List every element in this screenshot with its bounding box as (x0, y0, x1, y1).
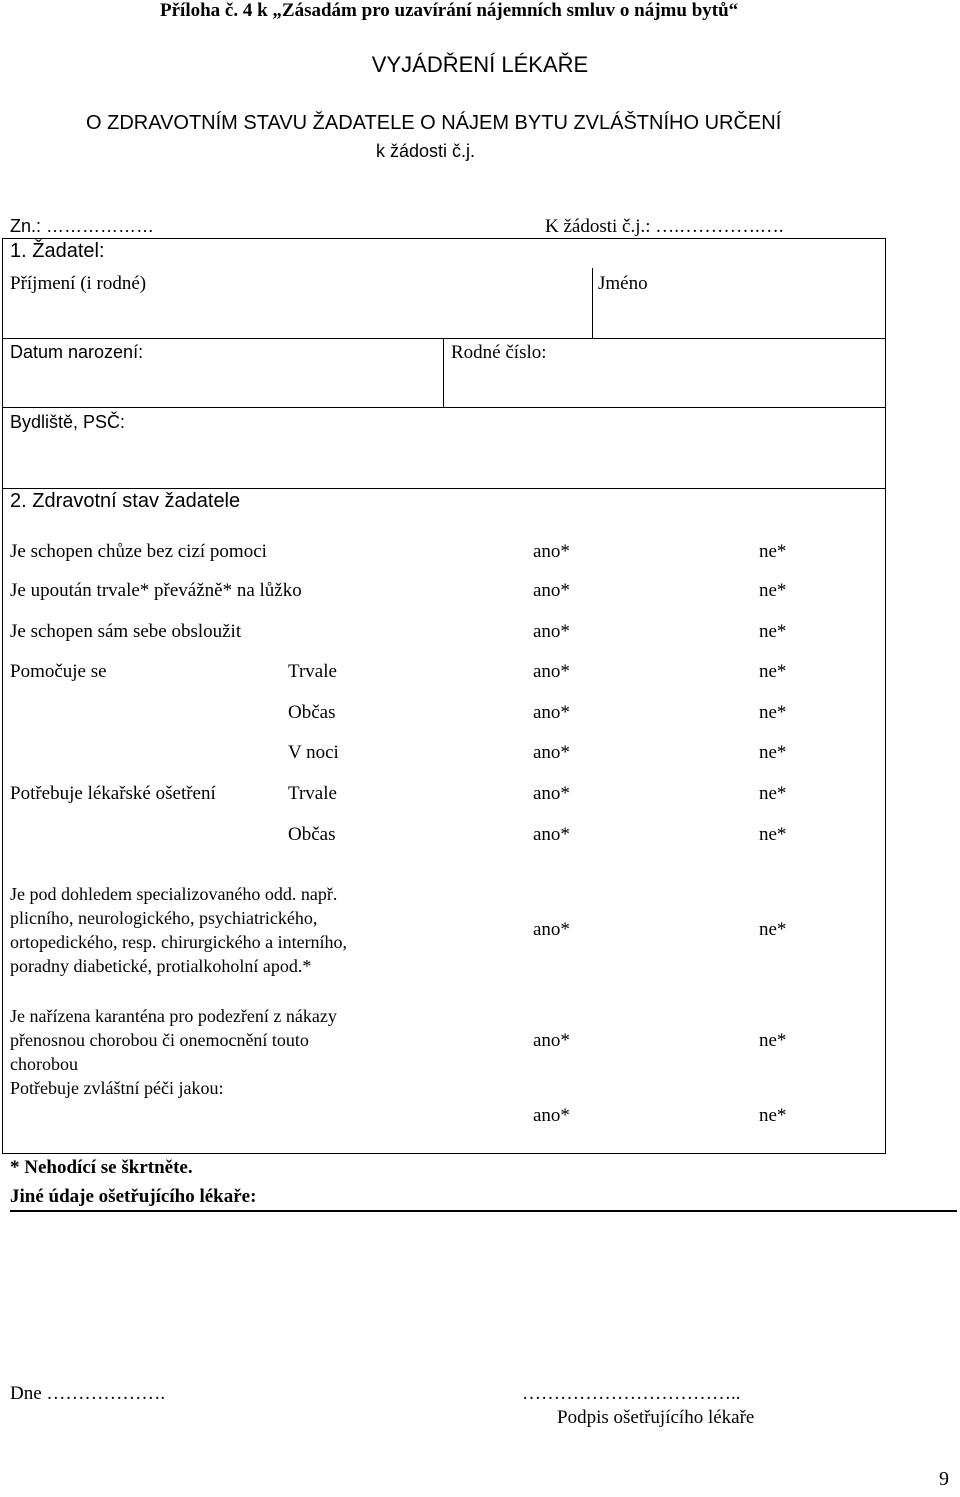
yes-option: ano* (533, 1030, 570, 1051)
yes-option: ano* (533, 621, 570, 642)
row-label: Je upoután trvale* převážně* na lůžko (10, 580, 302, 601)
row-sublabel: Občas (288, 702, 336, 723)
address-label: Bydliště, PSČ: (10, 412, 126, 432)
row-label: Pomočuje se (10, 661, 107, 682)
no-option: ne* (759, 621, 787, 642)
specialist-line: poradny diabetické, protialkoholní apod.* (10, 956, 312, 976)
no-option: ne* (759, 824, 787, 845)
page-subtitle: O ZDRAVOTNÍM STAVU ŽADATELE O NÁJEM BYTU ZVLÁŠTNÍHO URČENÍ (86, 112, 782, 134)
other-info-label: Jiné údaje ošetřujícího lékaře: (10, 1186, 257, 1207)
strike-note: * Nehodící se škrtněte. (10, 1157, 193, 1178)
request-reference-line: k žádosti č.j. (376, 141, 476, 161)
specialist-line: Je pod dohledem specializovaného odd. např. (10, 884, 338, 904)
no-option: ne* (759, 661, 787, 682)
yes-option: ano* (533, 702, 570, 723)
specialist-line: ortopedického, resp. chirurgického a interního, (10, 932, 348, 952)
yes-option: ano* (533, 919, 570, 940)
yes-option: ano* (533, 742, 570, 763)
row-label: Je schopen chůze bez cizí pomoci (10, 541, 267, 562)
signature-label: Podpis ošetřujícího lékaře (557, 1407, 755, 1428)
yes-option: ano* (533, 783, 570, 804)
yes-option: ano* (533, 1105, 570, 1126)
signature-line: …………………………….. (522, 1383, 741, 1404)
yes-option: ano* (533, 541, 570, 562)
no-option: ne* (759, 702, 787, 723)
no-option: ne* (759, 580, 787, 601)
no-option: ne* (759, 742, 787, 763)
health-heading: 2. Zdravotní stav žadatele (10, 490, 241, 512)
row-sublabel: V noci (288, 742, 339, 763)
quarantine-line: přenosnou chorobou či onemocnění touto (10, 1030, 309, 1050)
date-field: Dne ………………. (10, 1383, 166, 1404)
special-care-label: Potřebuje zvláštní péči jakou: (10, 1078, 224, 1098)
quarantine-line: chorobou (10, 1054, 78, 1074)
no-option: ne* (759, 919, 787, 940)
row-sublabel: Trvale (288, 661, 337, 682)
row-label: Potřebuje lékařské ošetření (10, 783, 216, 804)
no-option: ne* (759, 1030, 787, 1051)
quarantine-line: Je nařízena karanténa pro podezření z nákazy (10, 1006, 337, 1026)
specialist-line: plicního, neurologického, psychiatrického, (10, 908, 318, 928)
appendix-heading: Příloha č. 4 k „Zásadám pro uzavírání nájemních smluv o nájmu bytů“ (160, 0, 739, 21)
yes-option: ano* (533, 824, 570, 845)
no-option: ne* (759, 1105, 787, 1126)
other-info-underline (10, 1210, 957, 1212)
applicant-heading: 1. Žadatel: (10, 240, 105, 262)
request-number: K žádosti č.j.: ….………….…. (545, 216, 784, 237)
file-number: Zn.: ……………… (10, 216, 155, 236)
birth-date-label: Datum narození: (10, 342, 144, 362)
no-option: ne* (759, 783, 787, 804)
surname-label: Příjmení (i rodné) (10, 273, 147, 294)
row-sublabel: Občas (288, 824, 336, 845)
no-option: ne* (759, 541, 787, 562)
row-label: Je schopen sám sebe obsloužit (10, 621, 242, 642)
yes-option: ano* (533, 661, 570, 682)
yes-option: ano* (533, 580, 570, 601)
page-number: 9 (939, 1468, 949, 1490)
page-title: VYJÁDŘENÍ LÉKAŘE (371, 52, 589, 77)
row-sublabel: Trvale (288, 783, 337, 804)
birth-number-label: Rodné číslo: (451, 342, 547, 363)
first-name-label: Jméno (598, 273, 648, 294)
